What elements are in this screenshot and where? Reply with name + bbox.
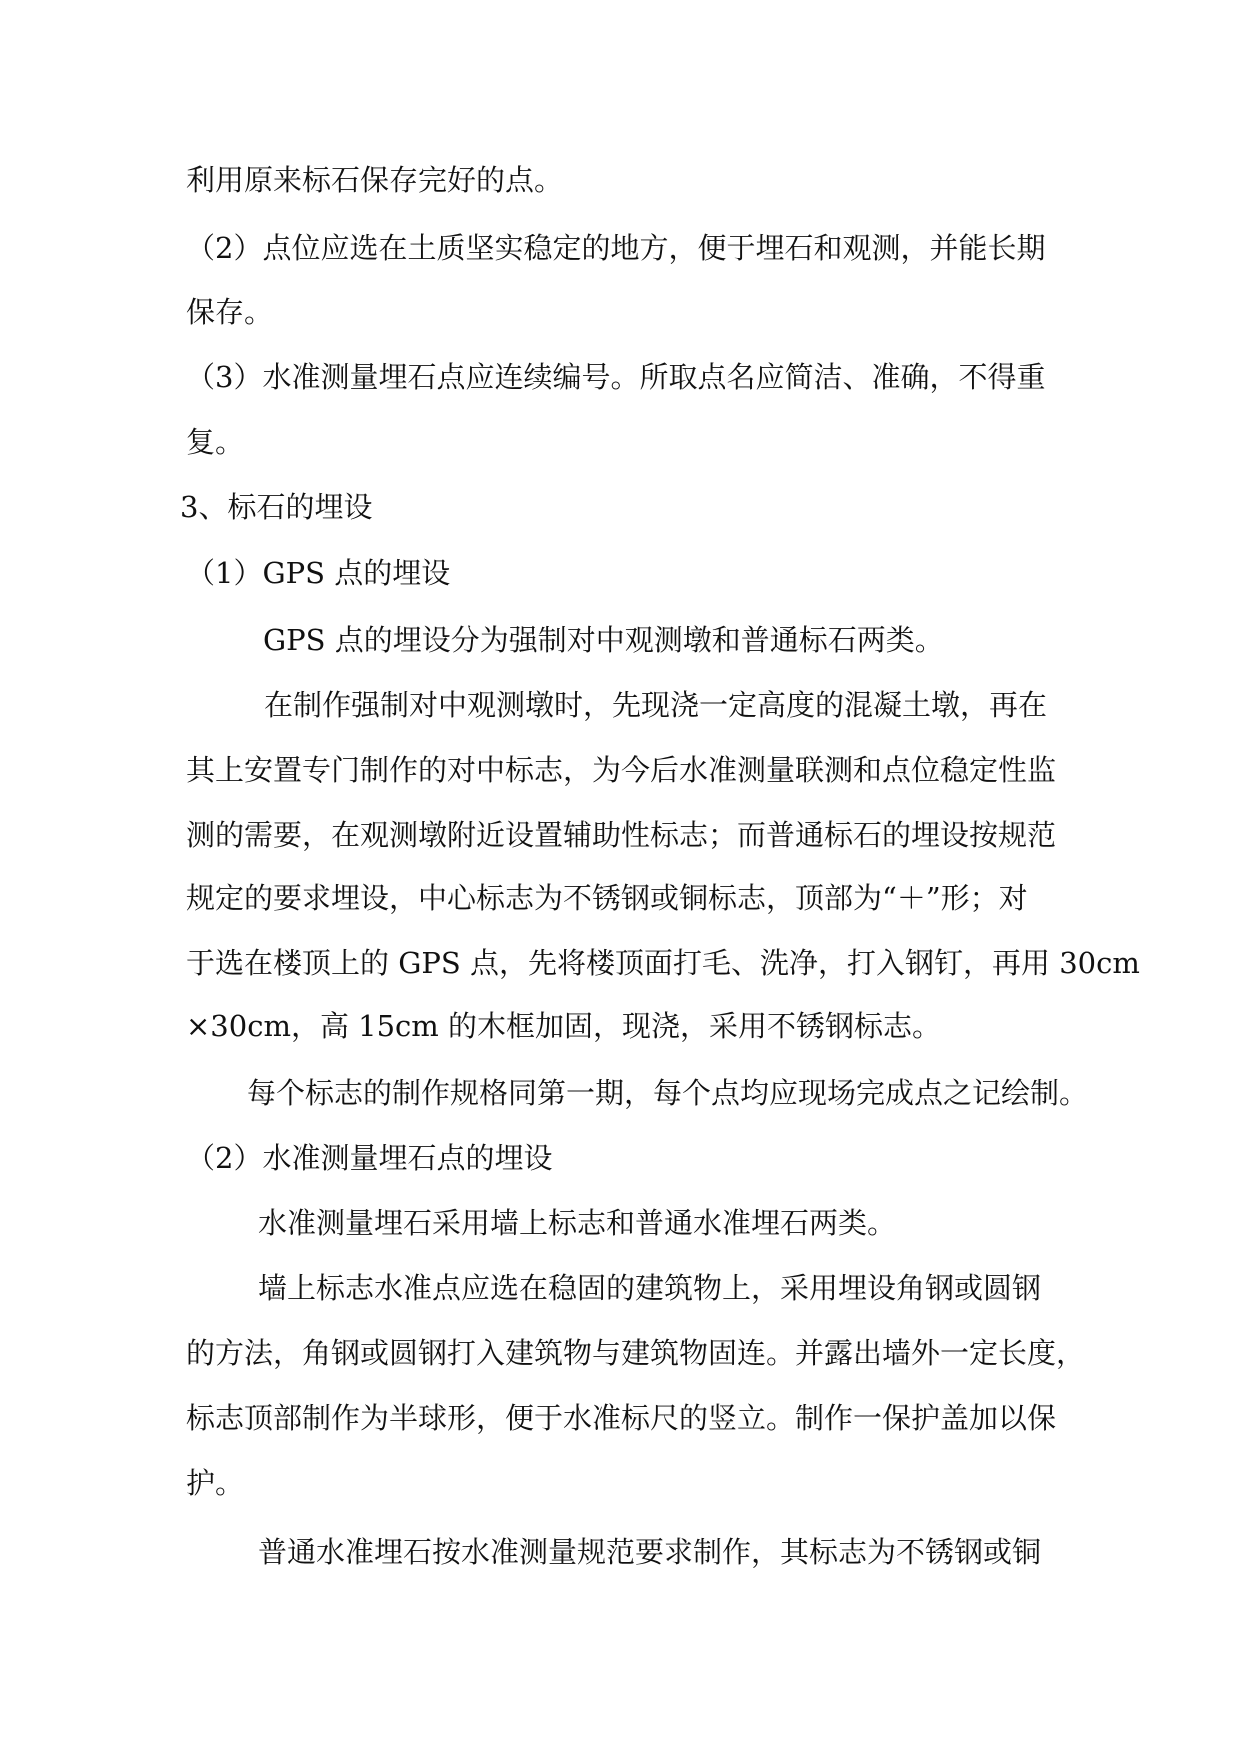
text-line: 的方法，角钢或圆钢打入建筑物与建筑物固连。并露出墙外一定长度， (186, 1336, 1086, 1370)
text-line: 利用原来标石保存完好的点。 (186, 163, 564, 197)
text-line: 复。 (186, 425, 245, 459)
text-line: 普通水准埋石按水准测量规范要求制作，其标志为不锈钢或铜 (258, 1535, 1042, 1569)
text-line: 其上安置专门制作的对中标志，为今后水准测量联测和点位稳定性监 (186, 753, 1057, 787)
text-line: GPS 点的埋设分为强制对中观测墩和普通标石两类。 (263, 623, 944, 657)
subsection-heading: （1）GPS 点的埋设 (186, 556, 451, 590)
text-line: 规定的要求埋设，中心标志为不锈钢或铜标志，顶部为“＋”形；对 (186, 881, 1028, 915)
text-line: 标志顶部制作为半球形，便于水准标尺的竖立。制作一保护盖加以保 (186, 1401, 1057, 1435)
text-line: （2）点位应选在土质坚实稳定的地方，便于埋石和观测，并能长期 (186, 231, 1046, 265)
text-line: 在制作强制对中观测墩时，先现浇一定高度的混凝土墩，再在 (264, 688, 1048, 722)
text-line: 保存。 (186, 295, 274, 329)
text-line: 水准测量埋石采用墙上标志和普通水准埋石两类。 (258, 1206, 897, 1240)
text-line: 于选在楼顶上的 GPS 点，先将楼顶面打毛、洗净，打入钢钉，再用 30cm (186, 946, 1140, 980)
text-line: 墙上标志水准点应选在稳固的建筑物上，采用埋设角钢或圆钢 (258, 1271, 1042, 1305)
subsection-heading: （2）水准测量埋石点的埋设 (186, 1141, 553, 1175)
text-line: ×30cm，高 15cm 的木框加固，现浇，采用不锈钢标志。 (186, 1009, 942, 1043)
text-line: 护。 (186, 1466, 245, 1500)
text-line: 测的需要，在观测墩附近设置辅助性标志；而普通标石的埋设按规范 (186, 818, 1057, 852)
text-line: 每个标志的制作规格同第一期，每个点均应现场完成点之记绘制。 (247, 1076, 1089, 1110)
text-line: （3）水准测量埋石点应连续编号。所取点名应简洁、准确，不得重 (186, 360, 1046, 394)
section-heading: 3、标石的埋设 (180, 490, 373, 524)
